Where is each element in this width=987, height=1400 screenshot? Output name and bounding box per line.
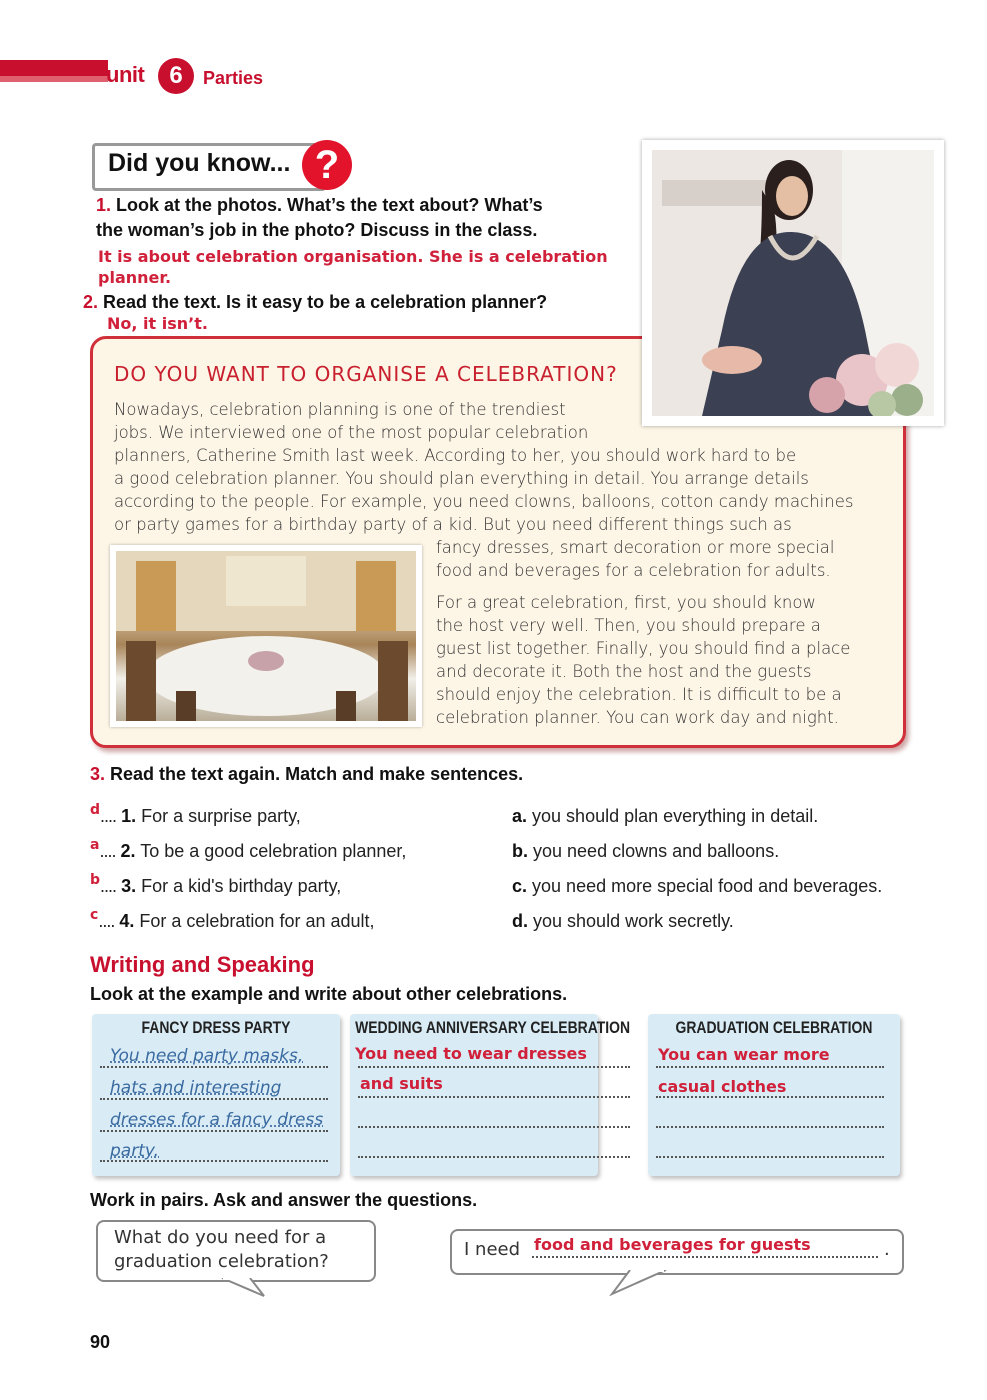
answer-2: No, it isn’t. bbox=[107, 314, 208, 333]
article-title: DO YOU WANT TO ORGANISE A CELEBRATION? bbox=[114, 362, 618, 386]
unit-label: unit bbox=[106, 62, 145, 87]
match-text: For a kid's birthday party, bbox=[141, 876, 342, 896]
match-answer[interactable]: b bbox=[90, 872, 101, 888]
match-left-item: $^d$.... 1. For a surprise party, bbox=[90, 802, 301, 826]
answer-line bbox=[532, 1256, 878, 1258]
exercise-3-text: Read the text again. Match and make sentences. bbox=[110, 764, 524, 784]
writing-speaking-heading: Writing and Speaking bbox=[90, 952, 315, 977]
question-1 bbox=[96, 195, 543, 216]
question-1-line-1: Look at the photos. What’s the text about? What’s bbox=[116, 195, 543, 215]
article-paragraph-1 bbox=[114, 398, 853, 536]
article-line: Nowadays, celebration planning is one of the trendiest bbox=[114, 400, 566, 419]
banquet-illustration bbox=[116, 551, 416, 721]
answer-text[interactable]: and suits bbox=[360, 1074, 443, 1093]
question-2-number: 2. bbox=[83, 292, 99, 312]
match-text: you need clowns and balloons. bbox=[533, 841, 780, 861]
writing-line bbox=[656, 1096, 884, 1098]
unit-title: Parties bbox=[203, 68, 264, 88]
match-text: For a surprise party, bbox=[141, 806, 301, 826]
celebration-card bbox=[350, 1014, 631, 1176]
question-mark-icon: ? bbox=[302, 140, 352, 190]
bubble-question-line: What do you need for a bbox=[114, 1227, 327, 1248]
match-text: For a celebration for an adult, bbox=[139, 911, 375, 931]
question-1-number: 1. bbox=[96, 195, 112, 215]
article-line: according to the people. For example, you need clowns, balloons, cotton candy machines bbox=[114, 492, 854, 511]
writing-line bbox=[100, 1066, 328, 1068]
match-answer[interactable]: c bbox=[90, 907, 99, 923]
writing-line bbox=[358, 1096, 630, 1098]
article-paragraph-1-end bbox=[436, 536, 834, 582]
match-right-item bbox=[512, 876, 882, 897]
card-title: WEDDING ANNIVERSARY CELEBRATION bbox=[355, 1018, 631, 1037]
match-letter: a. bbox=[512, 806, 528, 826]
did-you-know-title: Did you know... bbox=[108, 149, 291, 177]
example-text: You need party masks, bbox=[110, 1046, 304, 1066]
match-text: you should work secretly. bbox=[533, 911, 734, 931]
exercise-3-number: 3. bbox=[90, 764, 106, 784]
match-answer[interactable]: a bbox=[90, 837, 100, 853]
example-text: party. bbox=[110, 1141, 160, 1161]
match-right-item bbox=[512, 806, 818, 827]
answer-text[interactable]: casual clothes bbox=[658, 1077, 787, 1096]
match-number: 2. bbox=[120, 841, 136, 861]
article-line: and decorate it. Both the host and the guests bbox=[436, 662, 812, 681]
writing-line bbox=[358, 1066, 630, 1068]
writing-instruction: Look at the example and write about other celebrations. bbox=[90, 984, 568, 1004]
answer-text[interactable]: You can wear more bbox=[658, 1045, 830, 1064]
match-number: 4. bbox=[119, 911, 135, 931]
article-line: the host very well. Then, you should prepare a bbox=[436, 616, 821, 635]
pairs-instruction: Work in pairs. Ask and answer the questions. bbox=[90, 1190, 478, 1210]
match-left-item: $^c$.... 4. For a celebration for an adult, bbox=[90, 907, 375, 931]
writing-line bbox=[358, 1156, 630, 1158]
question-2 bbox=[83, 292, 547, 313]
bubble-question bbox=[114, 1226, 329, 1274]
header-bar-accent bbox=[0, 76, 108, 82]
exercise-3-instruction bbox=[90, 764, 523, 785]
question-bubble-tail bbox=[220, 1278, 270, 1298]
match-left-item: $^b$.... 3. For a kid's birthday party, bbox=[90, 872, 342, 896]
answer-1-line-2: planner. bbox=[98, 268, 172, 287]
article-line: celebration planner. You can work day and night. bbox=[436, 708, 839, 727]
writing-line bbox=[100, 1130, 328, 1132]
match-right-item bbox=[512, 911, 734, 932]
header-bar bbox=[0, 60, 108, 76]
article-line: fancy dresses, smart decoration or more special bbox=[436, 538, 835, 557]
match-text: you need more special food and beverages. bbox=[532, 876, 883, 896]
article-line: food and beverages for a celebration for adults. bbox=[436, 561, 831, 580]
article-line: jobs. We interviewed one of the most popular celebration bbox=[114, 423, 589, 442]
example-text: dresses for a fancy dress bbox=[110, 1110, 324, 1130]
bubble-question-line: graduation celebration? bbox=[114, 1251, 329, 1272]
answer-prefix: I need bbox=[464, 1239, 521, 1260]
match-letter: d. bbox=[512, 911, 528, 931]
match-answer[interactable]: d bbox=[90, 802, 101, 818]
article-line: planners, Catherine Smith last week. According to her, you should work hard to be bbox=[114, 446, 797, 465]
unit-number-badge: 6 bbox=[158, 58, 194, 94]
match-text: To be a good celebration planner, bbox=[140, 841, 407, 861]
writing-line bbox=[656, 1126, 884, 1128]
answer-end: . bbox=[884, 1239, 890, 1260]
planner-photo bbox=[642, 140, 944, 426]
answer-fill[interactable]: food and beverages for guests bbox=[534, 1235, 811, 1254]
match-right-item bbox=[512, 841, 779, 862]
article-paragraph-2 bbox=[436, 591, 850, 729]
planner-illustration bbox=[652, 150, 934, 416]
card-title: GRADUATION CELEBRATION bbox=[675, 1018, 873, 1037]
match-text: you should plan everything in detail. bbox=[532, 806, 819, 826]
banquet-photo-image bbox=[116, 551, 416, 721]
article-line: For a great celebration, first, you should know bbox=[436, 593, 816, 612]
banquet-photo bbox=[110, 545, 422, 727]
match-letter: b. bbox=[512, 841, 528, 861]
writing-line bbox=[656, 1156, 884, 1158]
question-2-text: Read the text. Is it easy to be a celebration planner? bbox=[103, 292, 548, 312]
article-line: a good celebration planner. You should plan everything in detail. You arrange details bbox=[114, 469, 809, 488]
writing-line bbox=[358, 1126, 630, 1128]
match-left-item: $^a$.... 2. To be a good celebration planner, bbox=[90, 837, 407, 861]
answer-text[interactable]: You need to wear dresses bbox=[355, 1044, 587, 1063]
writing-line bbox=[100, 1098, 328, 1100]
card-title: FANCY DRESS PARTY bbox=[141, 1018, 291, 1037]
match-number: 1. bbox=[121, 806, 137, 826]
match-number: 3. bbox=[121, 876, 137, 896]
planner-photo-image bbox=[652, 150, 934, 416]
answer-bubble-tail bbox=[608, 1270, 672, 1296]
answer-1-line-1: It is about celebration organisation. She is a celebration bbox=[98, 247, 608, 266]
example-text: hats and interesting bbox=[110, 1078, 282, 1098]
article-line: guest list together. Finally, you should find a place bbox=[436, 639, 851, 658]
question-1-line-2: the woman’s job in the photo? Discuss in the class. bbox=[96, 220, 538, 240]
article-line: or party games for a birthday party of a kid. But you need different things such as bbox=[114, 515, 792, 534]
page-number: 90 bbox=[90, 1332, 111, 1352]
match-letter: c. bbox=[512, 876, 528, 896]
writing-line bbox=[656, 1066, 884, 1068]
article-line: should enjoy the celebration. It is difficult to be a bbox=[436, 685, 842, 704]
